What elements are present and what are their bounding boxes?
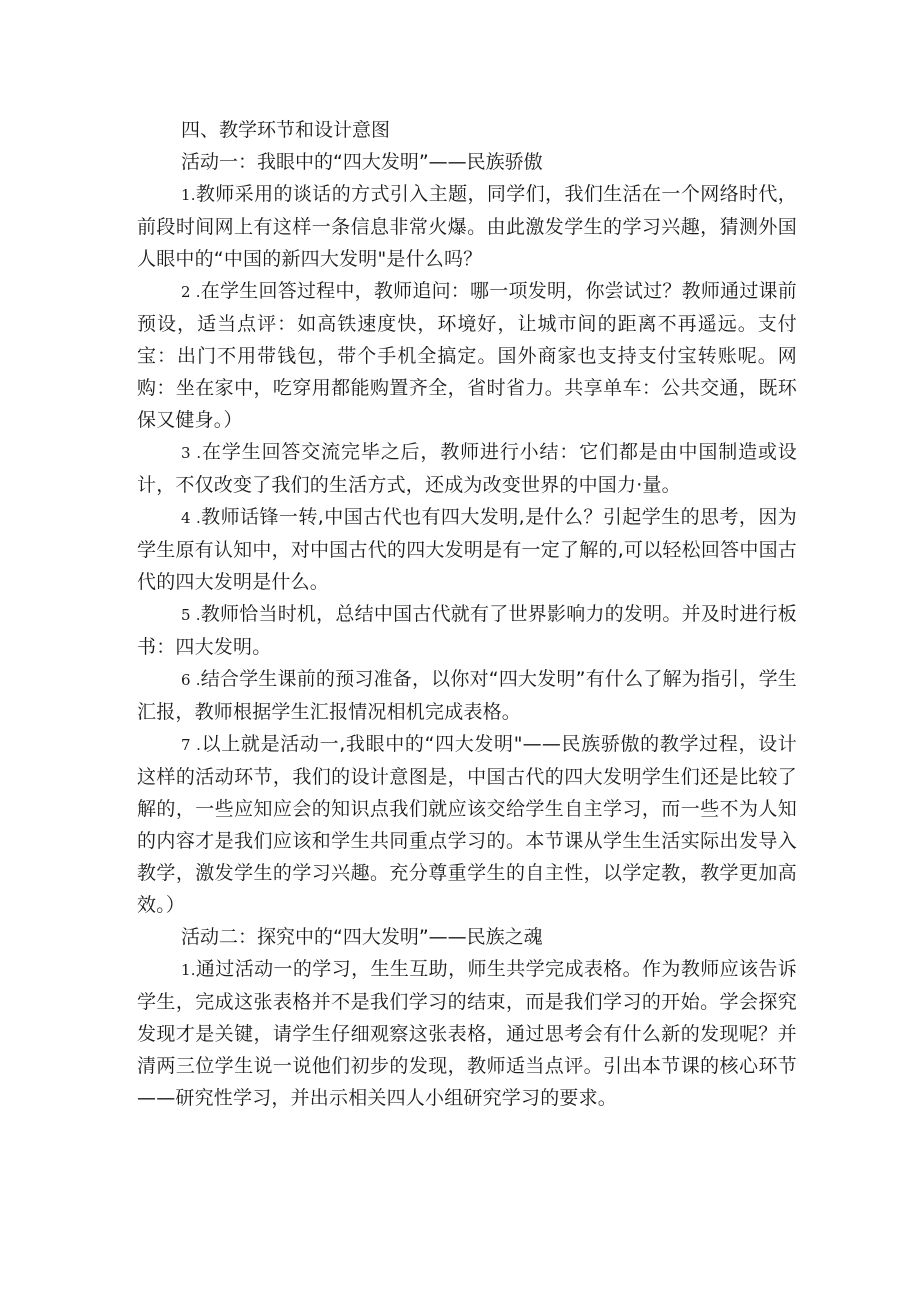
item-number: 1. bbox=[181, 186, 196, 204]
item-text: 通过活动一的学习，生生互助，师生共学完成表格。作为教师应该告诉学生，完成这张表格并不是我们学习的结束，而是我们学习的开始。学会探究发现才是关键，请学生仔细观察这张表格，通过思考会有什么新的发现呢？并清两三位学生说一说他们初步的发现，教师适当点评。引出本节课的核心环节——研究性学习，并出示相关四人小组研究学习的要求。 bbox=[137, 958, 797, 1109]
item-number: 5 . bbox=[181, 606, 201, 624]
activity1-item-6 bbox=[137, 663, 797, 728]
item-number: 7 . bbox=[181, 736, 202, 754]
activity1-item-7 bbox=[137, 728, 797, 921]
section-heading: 四、教学环节和设计意图 bbox=[181, 119, 391, 141]
activity1-item-5 bbox=[137, 598, 797, 663]
item-number: 4 . bbox=[181, 509, 201, 527]
activity1-item-2 bbox=[137, 275, 797, 436]
item-number: 3 . bbox=[181, 444, 202, 462]
item-number: 2 . bbox=[181, 283, 201, 301]
item-text: 在学生回答交流完毕之后，教师进行小结：它们都是由中国制造或设计，不仅改变了我们的生活方式，还成为改变世界的中国力·量。 bbox=[137, 441, 797, 496]
activity1-item-1 bbox=[137, 178, 797, 275]
activity1-item-4 bbox=[137, 501, 797, 598]
item-text: 教师恰当时机，总结中国古代就有了世界影响力的发明。并及时进行板书：四大发明。 bbox=[137, 603, 797, 658]
item-text: 教师话锋一转,中国古代也有四大发明,是什么？引起学生的思考，因为学生原有认知中，对中国古代的四大发明是有一定了解的,可以轻松回答中国古代的四大发明是什么。 bbox=[137, 506, 797, 593]
item-text: 以上就是活动一,我眼中的“四大发明"——民族骄傲的教学过程，设计这样的活动环节，我们的设计意图是，中国古代的四大发明学生们还是比较了解的，一些应知应会的知识点我们就应该交给学生自主学习，而一些不为人知的内容才是我们应该和学生共同重点学习的。本节课从学生生活实际出发导入教学，激发学生的学习兴趣。充分尊重学生的自主性，以学定教，教学更加高效。） bbox=[137, 733, 797, 916]
item-number: 6 . bbox=[181, 671, 201, 689]
document-body bbox=[137, 114, 797, 1114]
activity1-title: 活动一：我眼中的“四大发明”——民族骄傲 bbox=[181, 151, 543, 173]
item-text: 教师采用的谈话的方式引入主题，同学们，我们生活在一个网络时代，前段时间网上有这样一条信息非常火爆。由此激发学生的学习兴趣，猜测外国人眼中的“中国的新四大发明"是什么吗？ bbox=[137, 183, 797, 270]
item-number: 1. bbox=[181, 961, 196, 979]
activity2-title: 活动二：探究中的“四大发明”——民族之魂 bbox=[181, 926, 543, 948]
activity1-item-3 bbox=[137, 436, 797, 501]
item-text: 在学生回答过程中，教师追问：哪一项发明，你尝试过？教师通过课前预设，适当点评：如高铁速度快，环境好，让城市间的距离不再遥远。支付宝：出门不用带钱包，带个手机全搞定。国外商家也支持支付宝转账呢。网购：坐在家中，吃穿用都能购置齐全，省时省力。共享单车：公共交通，既环保又健身。） bbox=[137, 280, 797, 431]
item-text: 结合学生课前的预习准备，以你对“四大发明”有什么了解为指引，学生汇报，教师根据学生汇报情况相机完成表格。 bbox=[137, 668, 797, 723]
activity2-item-1 bbox=[137, 953, 797, 1114]
